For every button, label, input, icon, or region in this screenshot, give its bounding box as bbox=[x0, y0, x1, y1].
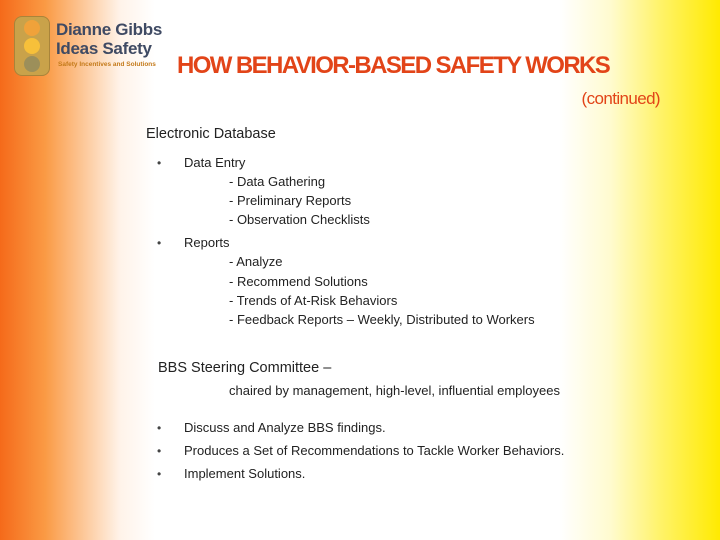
slide-title: HOW BEHAVIOR-BASED SAFETY WORKS bbox=[177, 52, 610, 79]
section-subheading: chaired by management, high-level, influential employees bbox=[229, 383, 560, 398]
section-heading-database: Electronic Database bbox=[146, 126, 276, 142]
logo-tagline: Safety Incentives and Solutions bbox=[58, 61, 156, 68]
bullet-icon: • bbox=[157, 467, 162, 481]
sub-list-item: - Trends of At-Risk Behaviors bbox=[229, 293, 398, 308]
bullet-icon: • bbox=[157, 156, 162, 170]
list-item: Produces a Set of Recommendations to Tackle Worker Behaviors. bbox=[184, 443, 565, 458]
sub-list-item: - Observation Checklists bbox=[229, 212, 370, 227]
sub-list-item: - Data Gathering bbox=[229, 174, 326, 189]
slide-subtitle: (continued) bbox=[581, 89, 660, 108]
company-logo bbox=[14, 14, 162, 76]
list-item: Implement Solutions. bbox=[184, 466, 306, 481]
logo-name-line1: Dianne Gibbs bbox=[56, 20, 162, 39]
list-item: Discuss and Analyze BBS findings. bbox=[184, 420, 386, 435]
sub-list-item: - Preliminary Reports bbox=[229, 193, 352, 208]
list-item: Data Entry bbox=[184, 155, 246, 170]
bullet-icon: • bbox=[157, 421, 162, 435]
section-heading-committee: BBS Steering Committee – bbox=[158, 360, 332, 376]
bullet-icon: • bbox=[157, 236, 162, 250]
logo-name-line2: Ideas Safety bbox=[56, 39, 152, 58]
sub-list-item: - Recommend Solutions bbox=[229, 274, 368, 289]
sub-list-item: - Analyze bbox=[229, 254, 283, 269]
traffic-light-icon bbox=[14, 16, 50, 76]
list-item: Reports bbox=[184, 235, 230, 250]
sub-list-item: - Feedback Reports – Weekly, Distributed to Workers bbox=[229, 312, 535, 327]
bullet-icon: • bbox=[157, 444, 162, 458]
